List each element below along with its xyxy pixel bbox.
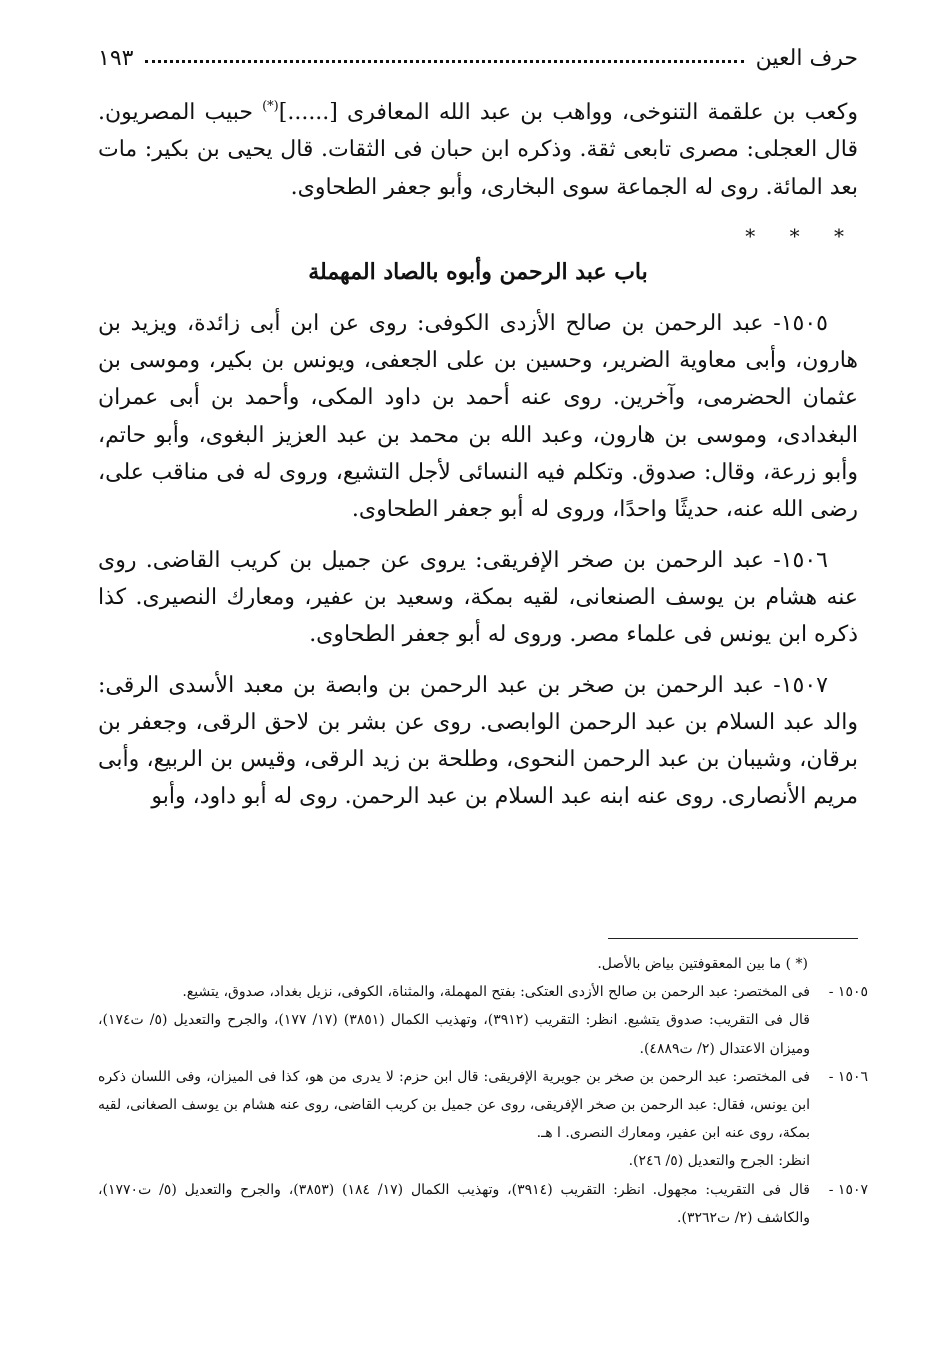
- main-text: [98, 88, 858, 829]
- footnote-1505: [98, 978, 868, 1006]
- page-number: ١٩٣: [98, 45, 134, 71]
- footnote-text: فى المختصر: عبد الرحمن بن صخر بن جويرية الإفريقى: قال ابن حزم: لا يدرى من هو، كذا فى الميزان، وفى اللسان ذكره ابن يونس، فقال: عبد الرحمن بن صخر الإفريقى، روى عن جميل بن كريب القاضى، روى عنه هشام بن يوسف الصغانى، لقيه بمكة، روى عنه ابن عفير، ومعارك النصرى. ا هـ.: [98, 1068, 810, 1142]
- section-separator: * * *: [745, 223, 858, 248]
- header-dotted-rule: [145, 50, 743, 63]
- footnote-number: ١٥٠٥ -: [828, 984, 868, 1001]
- footnote-1505-continued: قال فى التقريب: صدوق يتشيع. انظر: التقريب (٣٩١٢)، وتهذيب الكمال (٣٨٥١) (١٧/ ١٧٧)، والجرح والتعديل (٥/ ت١٧٤)، وميزان الاعتدال (٢/ ت٤٨٨٩).: [98, 1012, 810, 1057]
- entry-number: ١٥٠٥-: [773, 310, 828, 336]
- footnote-1506: [98, 1063, 868, 1148]
- intro-paragraph: [98, 88, 858, 206]
- chapter-running-title: حرف العين: [755, 45, 858, 71]
- footnote-star: (* ) ما بين المعقوفتين بياض بالأصل.: [597, 956, 808, 972]
- footnote-number: ١٥٠٧ -: [828, 1181, 868, 1198]
- footnotes: [98, 950, 868, 1232]
- footnote-text: قال فى التقريب: مجهول. انظر: التقريب (٣٩١٤)، وتهذيب الكمال (١٧/ ١٨٤) (٣٨٥٣)، والجرح والتعديل (٥/ ت١٧٧٠)، والكاشف (٢/ ت٣٢٦٢).: [98, 1181, 810, 1226]
- footnote-marker: (*): [262, 99, 279, 114]
- intro-text-start: وكعب بن علقمة التنوخى، وواهب بن عبد الله المعافرى [......]: [278, 100, 858, 125]
- footnote-1506-continued: انظر: الجرح والتعديل (٥/ ٢٤٦).: [628, 1153, 810, 1170]
- entry-text: عبد الرحمن بن صخر بن عبد الرحمن بن وابصة بن معبد الأسدى الرقى: والد عبد السلام بن عبد الرحمن الوابصى. روى عن بشر بن لاحق الرقى، وجعفر بن برقان، وشيبان بن عبد الرحمن النحوى، وطلحة بن زيد الرقى، وقيس بن الربيع، وأبى مريم الأنصارى. روى عنه ابنه عبد السلام بن عبد الرحمن. روى له أبو داود، وأبو: [98, 672, 858, 810]
- footnote-divider: [608, 938, 858, 939]
- intro-text-end: حبيب المصريون. قال العجلى: مصرى تابعى ثقة. وذكره ابن حبان فى الثقات. قال يحيى بن بكير: مات بعد المائة. روى له الجماعة سوى البخارى، وأبو جعفر الطحاوى.: [98, 100, 858, 200]
- entry-1507: [98, 667, 858, 816]
- entry-text: عبد الرحمن بن صالح الأزدى الكوفى: روى عن ابن أبى زائدة، ويزيد بن هارون، وأبى معاوية الضرير، وحسين بن على الجعفى، ويونس بن بكير، وموسى بن عثمان الحضرمى، وآخرين. روى عنه أحمد بن داود المكى، وأحمد بن أبى عمران البغدادى، وموسى بن هارون، وعبد الله بن محمد بن عبد العزيز البغوى، وأبو حاتم، وأبو زرعة، وقال: صدوق. وتكلم فيه النسائى لأجل التشيع، وروى له فى مناقب على، رضى الله عنه، حديثًا واحدًا، وروى له أبو جعفر الطحاوى.: [98, 310, 858, 523]
- entry-number: ١٥٠٦-: [773, 547, 828, 573]
- entry-1506: [98, 542, 858, 654]
- book-page: [98, 30, 868, 1340]
- entry-number: ١٥٠٧-: [773, 672, 828, 698]
- chapter-heading: باب عبد الرحمن وأبوه بالصاد المهملة: [308, 258, 648, 285]
- footnote-1507: [98, 1176, 868, 1232]
- entry-text: عبد الرحمن بن صخر الإفريقى: يروى عن جميل بن كريب القاضى. روى عنه هشام بن يوسف الصنعانى، لقيه بمكة، وسعيد بن عفير، ومعارك النصيرى. كذا ذكره ابن يونس فى علماء مصر. وروى له أبو جعفر الطحاوى.: [98, 547, 858, 648]
- footnote-text: فى المختصر: عبد الرحمن بن صالح الأزدى العتكى: بفتح المهملة، والمثناة، الكوفى، نزيل بغداد، صدوق، يتشيع.: [182, 984, 810, 1001]
- running-header: [98, 40, 858, 76]
- entry-1505: [98, 305, 858, 529]
- footnote-number: ١٥٠٦ -: [828, 1068, 868, 1085]
